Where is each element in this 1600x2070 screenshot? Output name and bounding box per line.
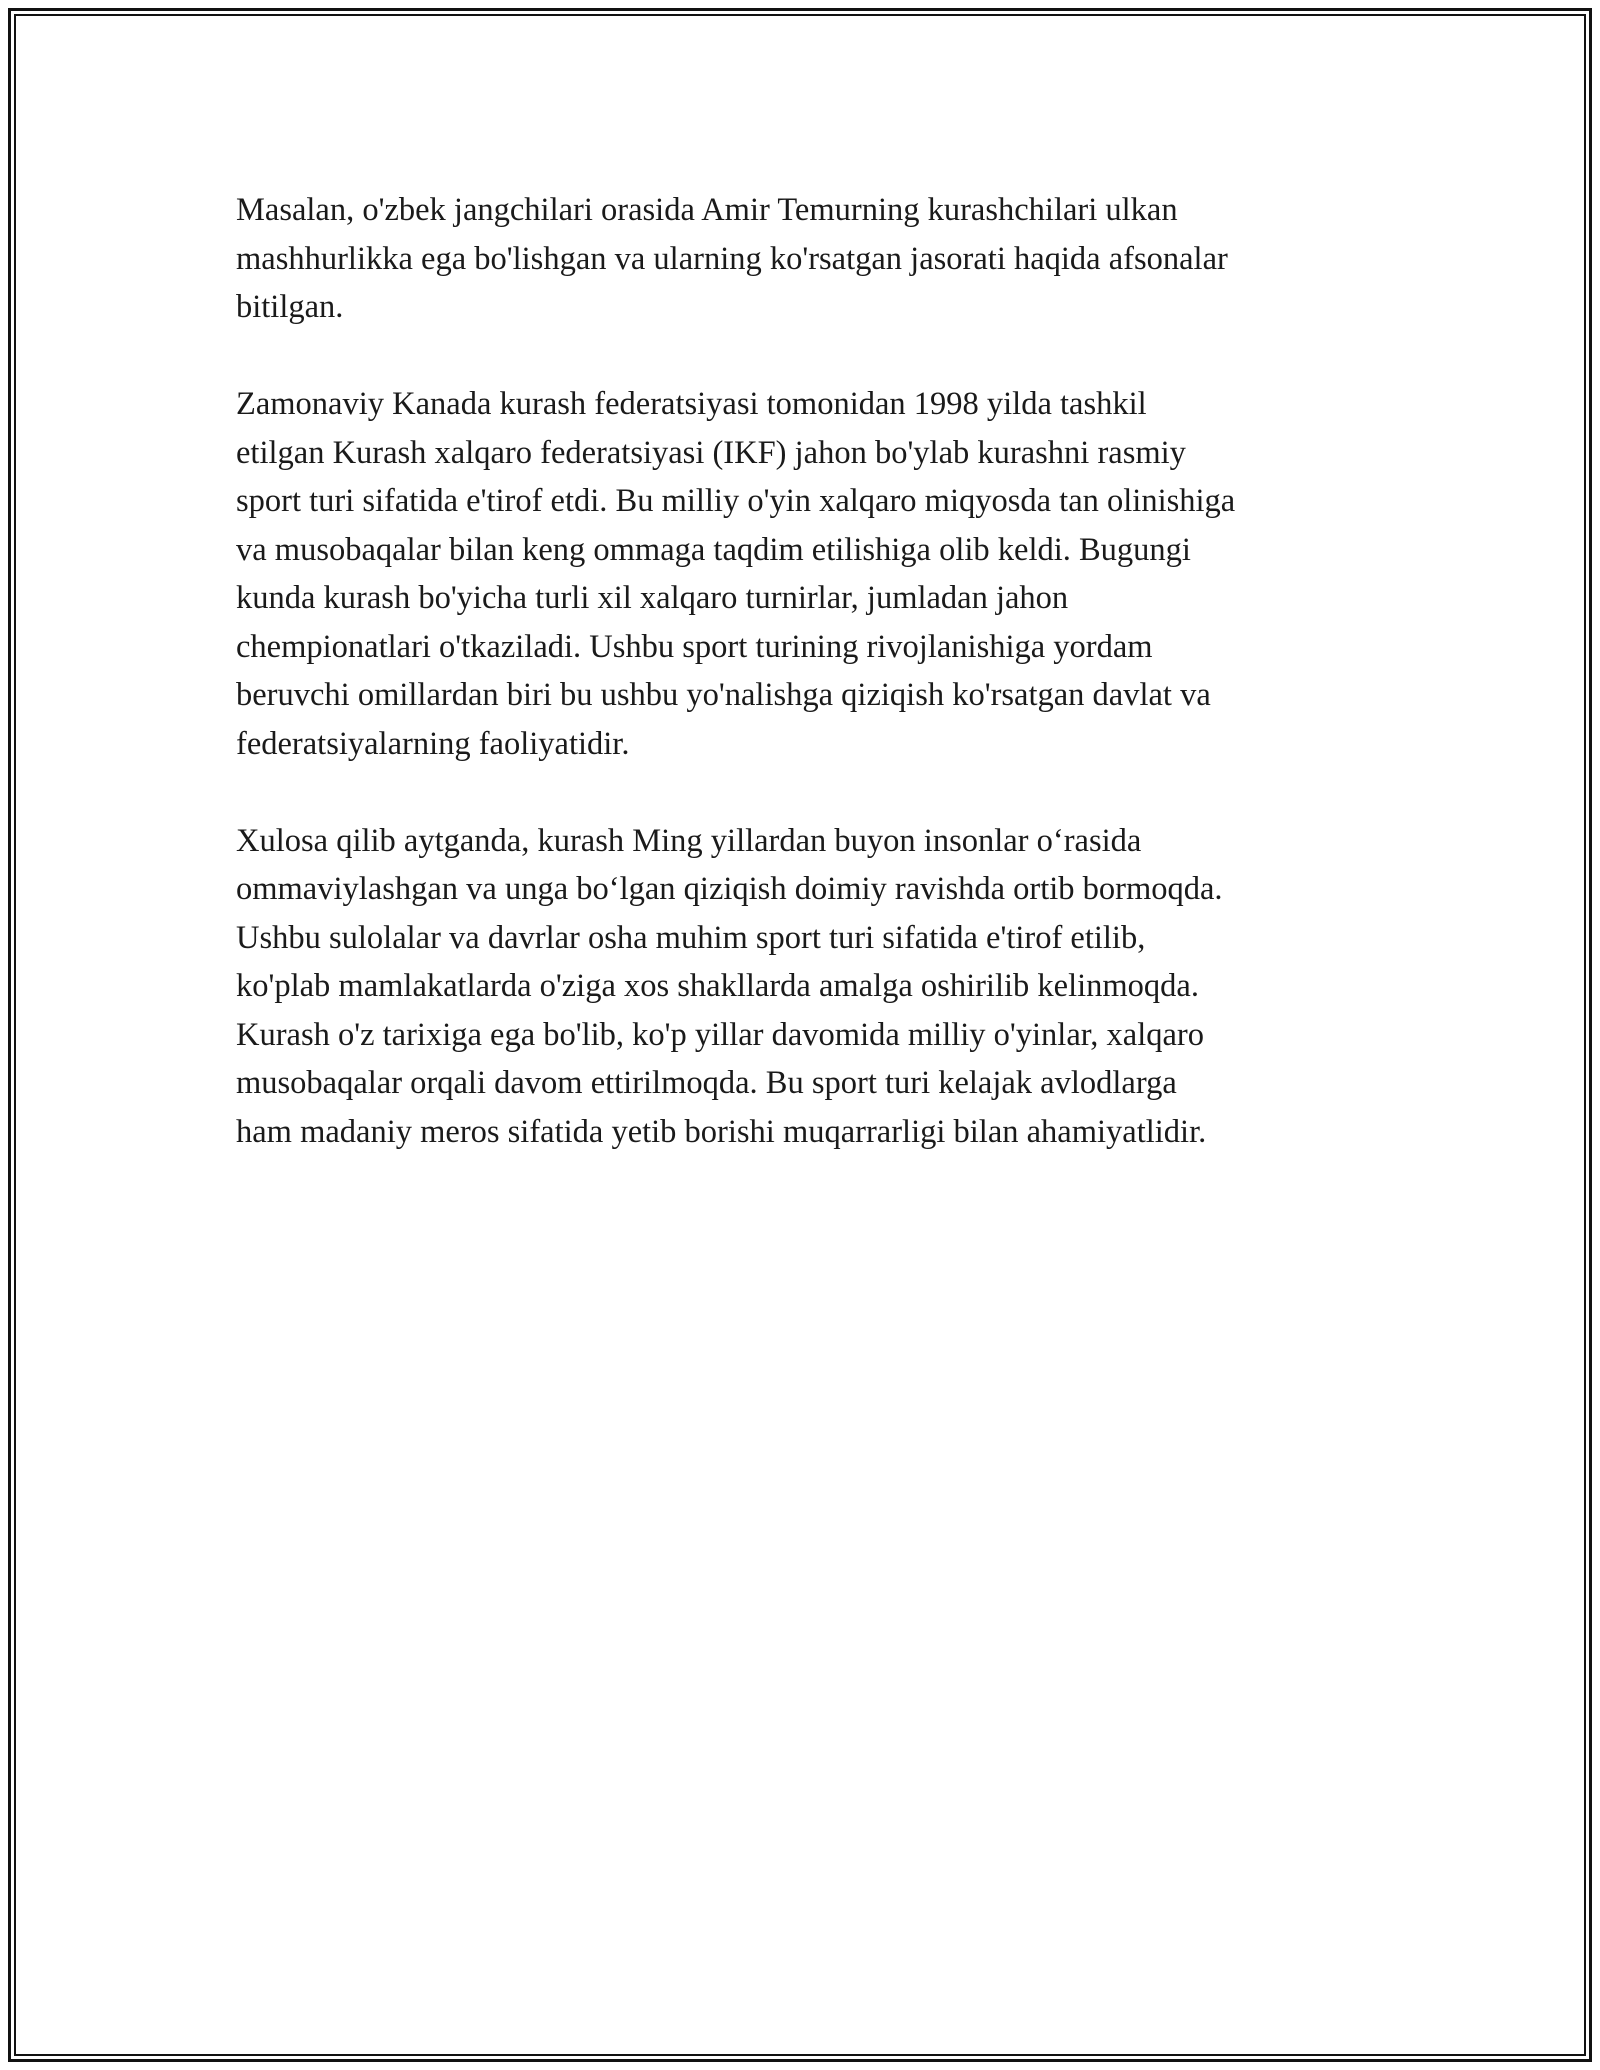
text-line: Masalan, o'zbek jangchilari orasida Amir Temurning kurashchilari ulkan xyxy=(236,192,1178,228)
text-line: musobaqalar orqali davom ettirilmoqda. Bu sport turi kelajak avlodlarga xyxy=(236,1065,1177,1101)
paragraph-1 xyxy=(236,186,1376,332)
text-line: chempionatlari o'tkaziladi. Ushbu sport turining rivojlanishiga yordam xyxy=(236,628,1153,665)
paragraph-2 xyxy=(236,380,1376,768)
text-line: Kurash o'z tarixiga ega bo'lib, ko'p yillar davomida milliy o'yinlar, xalqaro xyxy=(236,1016,1204,1053)
document-body xyxy=(236,186,1376,1205)
paragraph-3 xyxy=(236,817,1376,1157)
text-line: sport turi sifatida e'tirof etdi. Bu milliy o'yin xalqaro miqyosda tan olinishiga xyxy=(236,483,1236,519)
text-line: Xulosa qilib aytganda, kurash Ming yillardan buyon insonlar o‘rasida xyxy=(236,822,1142,859)
text-line: etilgan Kurash xalqaro federatsiyasi (IKF) jahon bo'ylab kurashni rasmiy xyxy=(236,434,1186,471)
text-line: beruvchi omillardan biri bu ushbu yo'nalishga qiziqish ko'rsatgan davlat va xyxy=(236,677,1211,713)
text-line: ham madaniy meros sifatida yetib borishi muqarrarligi bilan ahamiyatlidir. xyxy=(236,1113,1207,1150)
text-line: mashhurlikka ega bo'lishgan va ularning ko'rsatgan jasorati haqida afsonalar xyxy=(236,240,1228,277)
text-line: federatsiyalarning faoliyatidir. xyxy=(236,725,630,762)
text-line: ko'plab mamlakatlarda o'ziga xos shakllarda amalga oshirilib kelinmoqda. xyxy=(236,968,1199,1004)
text-line: Ushbu sulolalar va davrlar osha muhim sport turi sifatida e'tirof etilib, xyxy=(236,919,1146,956)
text-line: bitilgan. xyxy=(236,289,344,325)
text-line: Zamonaviy Kanada kurash federatsiyasi tomonidan 1998 yilda tashkil xyxy=(236,386,1147,422)
text-line: kunda kurash bo'yicha turli xil xalqaro turnirlar, jumladan jahon xyxy=(236,580,1069,616)
text-line: ommaviylashgan va unga bo‘lgan qiziqish doimiy ravishda ortib bormoqda. xyxy=(236,871,1223,907)
text-line: va musobaqalar bilan keng ommaga taqdim etilishiga olib keldi. Bugungi xyxy=(236,531,1191,568)
